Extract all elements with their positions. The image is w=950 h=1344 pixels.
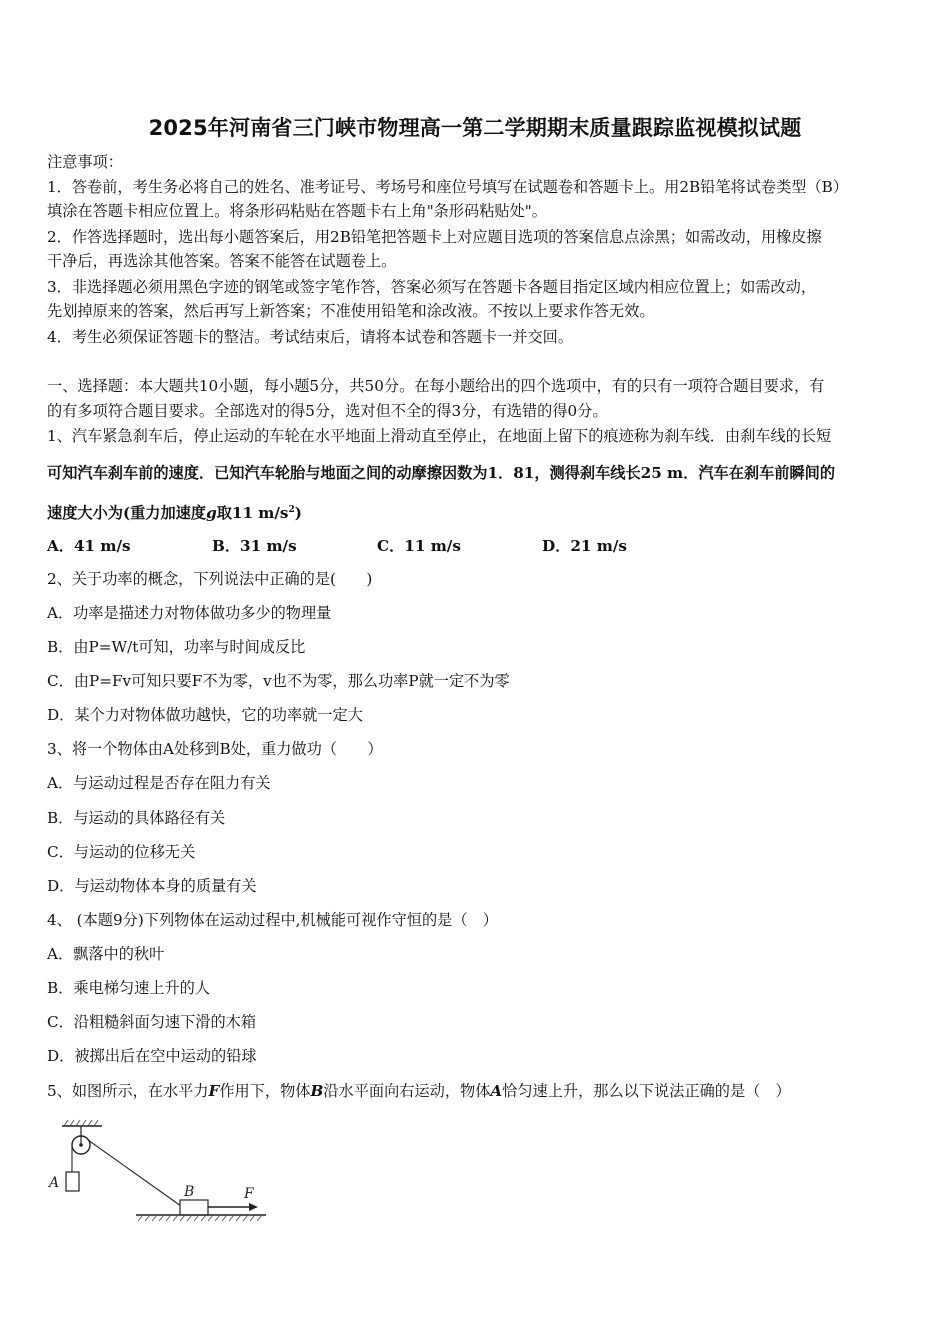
q5-text: 作用下，物体	[219, 1082, 311, 1100]
q1-option-a: A．41 m/s	[47, 537, 131, 555]
rope-b	[88, 1140, 181, 1206]
q2-stem: 2、关于功率的概念，下列说法中正确的是( )	[47, 570, 373, 588]
q1-options	[47, 535, 907, 555]
floor-hatch	[138, 1215, 262, 1221]
ceiling-hatch	[64, 1120, 98, 1126]
q5-text: 恰匀速上升，那么以下说法正确的是（ ）	[502, 1082, 791, 1100]
q1-sup: 2	[288, 505, 295, 515]
label-b: B	[184, 1184, 195, 1200]
notice-line: 2．作答选择题时，选出每小题答案后，用2B铅笔把答题卡上对应题目选项的答案信息点涂黑；如需改动，用橡皮擦	[47, 228, 822, 246]
label-a: A	[49, 1175, 60, 1191]
q1-stem-line	[47, 500, 907, 523]
block-a	[66, 1172, 79, 1191]
q1-text: 速度大小为(重力加速度	[47, 504, 207, 523]
label-f: F	[244, 1186, 254, 1202]
pulley-axle	[79, 1143, 83, 1147]
notice-line: 填涂在答题卡相应位置上。将条形码粘贴在答题卡右上角"条形码粘贴处"。	[47, 202, 547, 220]
page-title: 2025年河南省三门峡市物理高一第二学期期末质量跟踪监视模拟试题	[148, 116, 802, 140]
notice-line: 先划掉原来的答案，然后再写上新答案；不准使用铅笔和涂改液。不按以上要求作答无效。	[47, 302, 655, 320]
q1-option-c: C．11 m/s	[377, 537, 461, 555]
pulley-diagram	[44, 1118, 279, 1233]
notice-line: 3．非选择题必须用黑色字迹的钢笔或签字笔作答，答案必须写在答题卡各题目指定区域内相应位置上；如需改动，	[47, 278, 817, 296]
q1-text: )	[294, 504, 302, 523]
q3-option-b: B．与运动的具体路径有关	[47, 809, 226, 827]
q1-stem-line: 可知汽车刹车前的速度．已知汽车轮胎与地面之间的动摩擦因数为1．81，测得刹车线长25 m．汽车在刹车前瞬间的	[47, 464, 836, 482]
q1-option-b: B．31 m/s	[212, 537, 297, 555]
block-b	[180, 1200, 208, 1215]
q2-option-a: A．功率是描述力对物体做功多少的物理量	[47, 604, 332, 622]
q5-stem	[47, 1081, 907, 1101]
q3-option-a: A．与运动过程是否存在阻力有关	[47, 774, 271, 792]
q2-option-b: B．由P=W/t可知，功率与时间成反比	[47, 638, 306, 656]
notice-line: 干净后，再选涂其他答案。答案不能答在试题卷上。	[47, 252, 397, 270]
q5-var-b: B	[310, 1082, 324, 1100]
q1-stem-line: 1、汽车紧急刹车后，停止运动的车轮在水平地面上滑动直至停止，在地面上留下的痕迹称为刹车线．由刹车线的长短	[47, 427, 832, 445]
q4-option-d: D．被掷出后在空中运动的铅球	[47, 1047, 257, 1065]
q1-text: 取11 m/s	[216, 504, 289, 523]
notice-line: 1．答卷前，考生务必将自己的姓名、准考证号、考场号和座位号填写在试题卷和答题卡上。用2B铅笔将试卷类型（B）	[47, 178, 849, 196]
section-instruction: 的有多项符合题目要求。全部选对的得5分，选对但不全的得3分，有选错的得0分。	[47, 402, 608, 420]
force-arrowhead	[249, 1203, 258, 1211]
q5-var-a: A	[490, 1082, 503, 1100]
q4-option-b: B．乘电梯匀速上升的人	[47, 979, 211, 997]
q2-option-c: C．由P=Fv可知只要F不为零，v也不为零，那么功率P就一定不为零	[47, 672, 510, 690]
q5-text: 5、如图所示，在水平力	[47, 1082, 209, 1100]
q4-stem: 4、 (本题9分)下列物体在运动过程中,机械能可视作守恒的是（ ）	[47, 911, 498, 929]
q1-option-d: D．21 m/s	[542, 537, 627, 555]
q3-option-d: D．与运动物体本身的质量有关	[47, 877, 257, 895]
section-instruction: 一、选择题：本大题共10小题，每小题5分，共50分。在每小题给出的四个选项中，有的只有一项符合题目要求，有	[47, 377, 825, 395]
q4-option-c: C．沿粗糙斜面匀速下滑的木箱	[47, 1013, 257, 1031]
q5-var-f: F	[208, 1082, 220, 1100]
notice-heading: 注意事项：	[47, 153, 123, 171]
q3-stem: 3、将一个物体由A处移到B处，重力做功（ ）	[47, 740, 383, 758]
q5-text: 沿水平面向右运动，物体	[323, 1082, 491, 1100]
notice-line: 4．考生必须保证答题卡的整洁。考试结束后，请将本试卷和答题卡一并交回。	[47, 328, 574, 346]
q1-var: g	[206, 504, 217, 523]
q3-option-c: C．与运动的位移无关	[47, 843, 196, 861]
q2-option-d: D．某个力对物体做功越快，它的功率就一定大	[47, 706, 363, 724]
q4-option-a: A．飘落中的秋叶	[47, 945, 165, 963]
